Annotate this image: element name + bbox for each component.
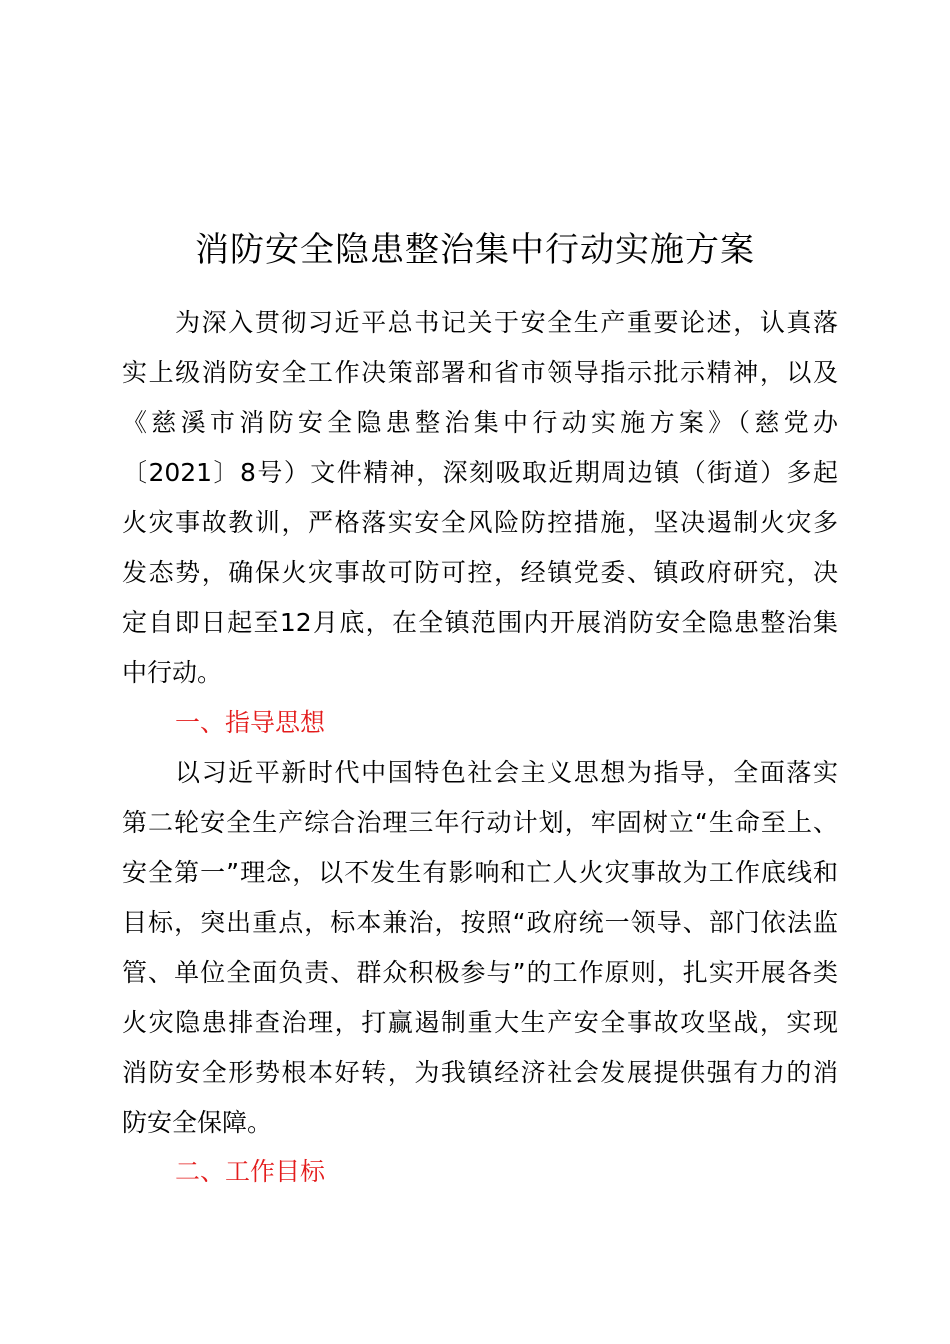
paragraph-line: 为深入贯彻习近平总书记关于安全生产重要论述，认真落 xyxy=(175,308,838,337)
section-heading-work-objectives: 二、工作目标 xyxy=(175,1157,326,1186)
section-heading-guiding-ideology: 一、指导思想 xyxy=(175,708,326,737)
paragraph-line: 消防安全形势根本好转，为我镇经济社会发展提供强有力的消 xyxy=(122,1058,838,1087)
paragraph-line: 发态势，确保火灾事故可防可控，经镇党委、镇政府研究，决 xyxy=(122,558,838,587)
paragraph-line: 目标，突出重点，标本兼治，按照“政府统一领导、部门依法监 xyxy=(122,908,838,937)
document-title: 消防安全隐患整治集中行动实施方案 xyxy=(195,230,755,270)
paragraph-line: 火灾隐患排查治理，打赢遏制重大生产安全事故攻坚战，实现 xyxy=(122,1008,838,1037)
paragraph-line: 《慈溪市消防安全隐患整治集中行动实施方案》（慈党办 xyxy=(122,408,838,437)
paragraph-line: 防安全保障。 xyxy=(122,1108,273,1137)
paragraph-line: 实上级消防安全工作决策部署和省市领导指示批示精神，以及 xyxy=(122,358,838,387)
paragraph-line: 〔2021〕8号）文件精神，深刻吸取近期周边镇（街道）多起 xyxy=(122,458,838,487)
paragraph-line: 第二轮安全生产综合治理三年行动计划，牢固树立“生命至上、 xyxy=(122,808,838,837)
paragraph-line: 安全第一”理念，以不发生有影响和亡人火灾事故为工作底线和 xyxy=(122,858,838,887)
paragraph-line: 中行动。 xyxy=(122,658,223,687)
paragraph-line: 以习近平新时代中国特色社会主义思想为指导，全面落实 xyxy=(175,758,838,787)
paragraph-line: 管、单位全面负责、群众积极参与”的工作原则，扎实开展各类 xyxy=(122,958,838,987)
paragraph-line: 定自即日起至12月底，在全镇范围内开展消防安全隐患整治集 xyxy=(122,608,838,637)
paragraph-line: 火灾事故教训，严格落实安全风险防控措施，坚决遏制火灾多 xyxy=(122,508,838,537)
